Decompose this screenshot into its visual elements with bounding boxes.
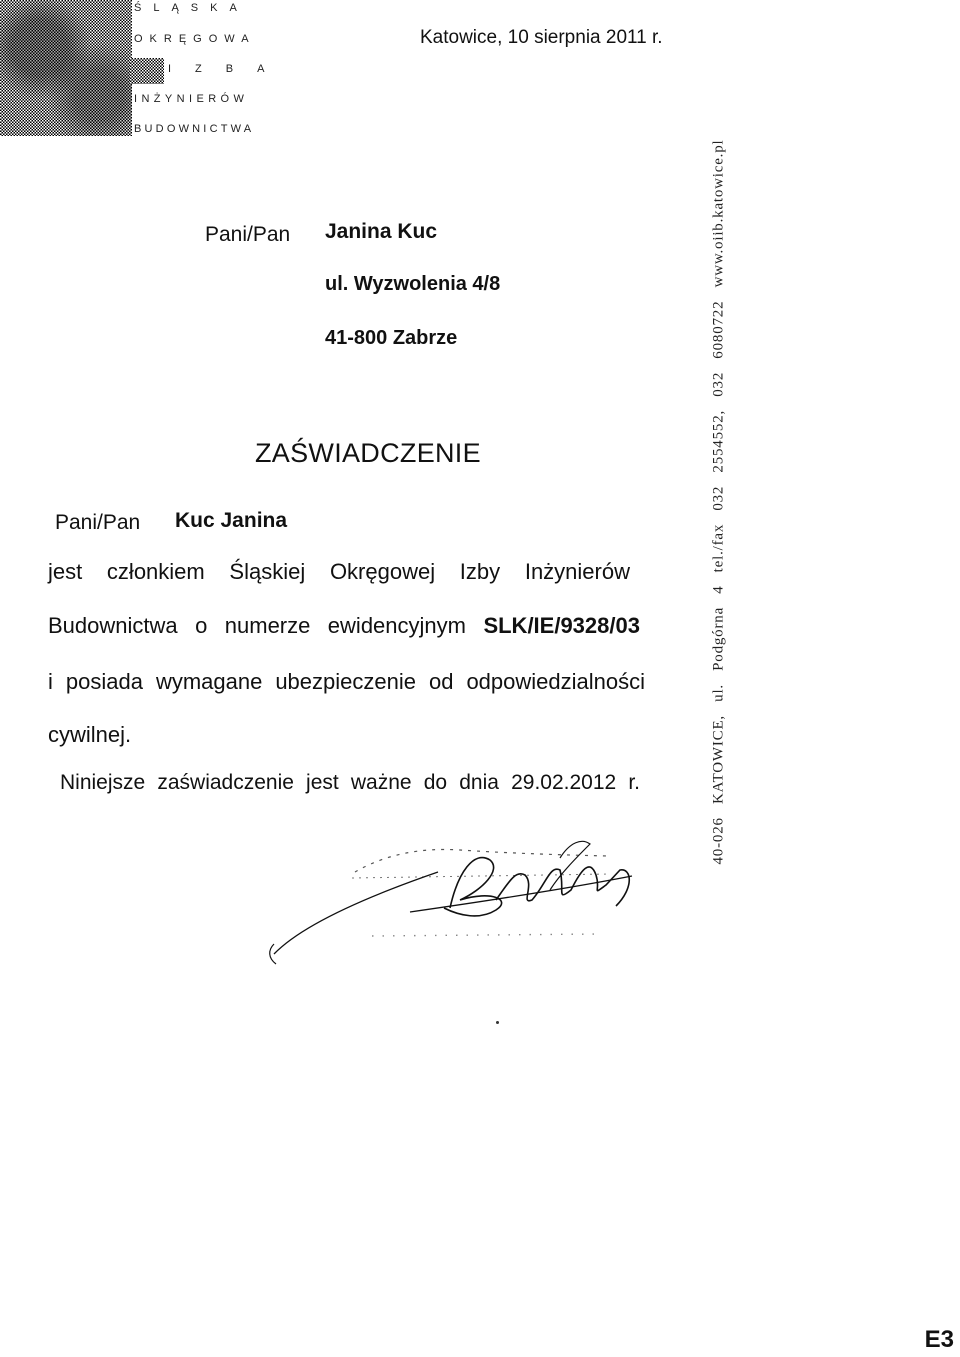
stamp-text-trace	[372, 934, 600, 936]
signature-stroke	[274, 872, 438, 954]
scan-speck	[496, 1021, 499, 1024]
contact-footer-vertical: 40-026 KATOWICE, ul. Podgórna 4 tel./fax 032 2554552, 032 6080722 www.oiib.katowice.pl	[710, 139, 727, 865]
page-label: E3	[924, 1326, 954, 1353]
place-and-date: Katowice, 10 sierpnia 2011 r.	[420, 27, 663, 48]
document-title: ZAŚWIADCZENIE	[255, 438, 481, 468]
body-salutation: Pani/Pan	[55, 511, 141, 534]
member-name: Kuc Janina	[175, 509, 288, 532]
signature-area	[260, 830, 640, 970]
stamp-outline	[352, 874, 610, 878]
logo-text-line: OKRĘGOWA	[134, 33, 256, 45]
logo-text-line: INŻYNIERÓW	[134, 93, 249, 105]
body-line-membership	[48, 613, 640, 639]
addressee-salutation: Pani/Pan	[205, 223, 291, 246]
logo-text-line: IZBA	[168, 63, 289, 75]
body-line-text: Budownictwa o numerze ewidencyjnym	[48, 613, 466, 638]
chamber-logo-icon-extension	[130, 58, 164, 84]
signature-stroke	[444, 858, 502, 916]
logo-text-line: ŚLĄSKA	[134, 2, 249, 14]
signature-stroke	[270, 944, 276, 964]
addressee-street: ul. Wyzwolenia 4/8	[325, 273, 501, 295]
body-line: jest członkiem Śląskiej Okręgowej Izby Inżynierów	[48, 559, 630, 584]
addressee-city: 41-800 Zabrze	[325, 327, 458, 349]
signature-stroke	[550, 841, 590, 890]
chamber-logo-icon	[0, 0, 132, 136]
logo-text-line: BUDOWNICTWA	[134, 123, 255, 135]
body-line: cywilnej.	[48, 722, 132, 747]
stamp-outline	[355, 849, 608, 872]
addressee-name: Janina Kuc	[325, 220, 438, 243]
validity-statement: Niniejsze zaświadczenie jest ważne do dnia 29.02.2012 r.	[60, 771, 640, 794]
body-line: i posiada wymagane ubezpieczenie od odpowiedzialności	[48, 669, 645, 694]
signature-stroke	[410, 876, 632, 912]
membership-number: SLK/IE/9328/03	[483, 613, 640, 638]
